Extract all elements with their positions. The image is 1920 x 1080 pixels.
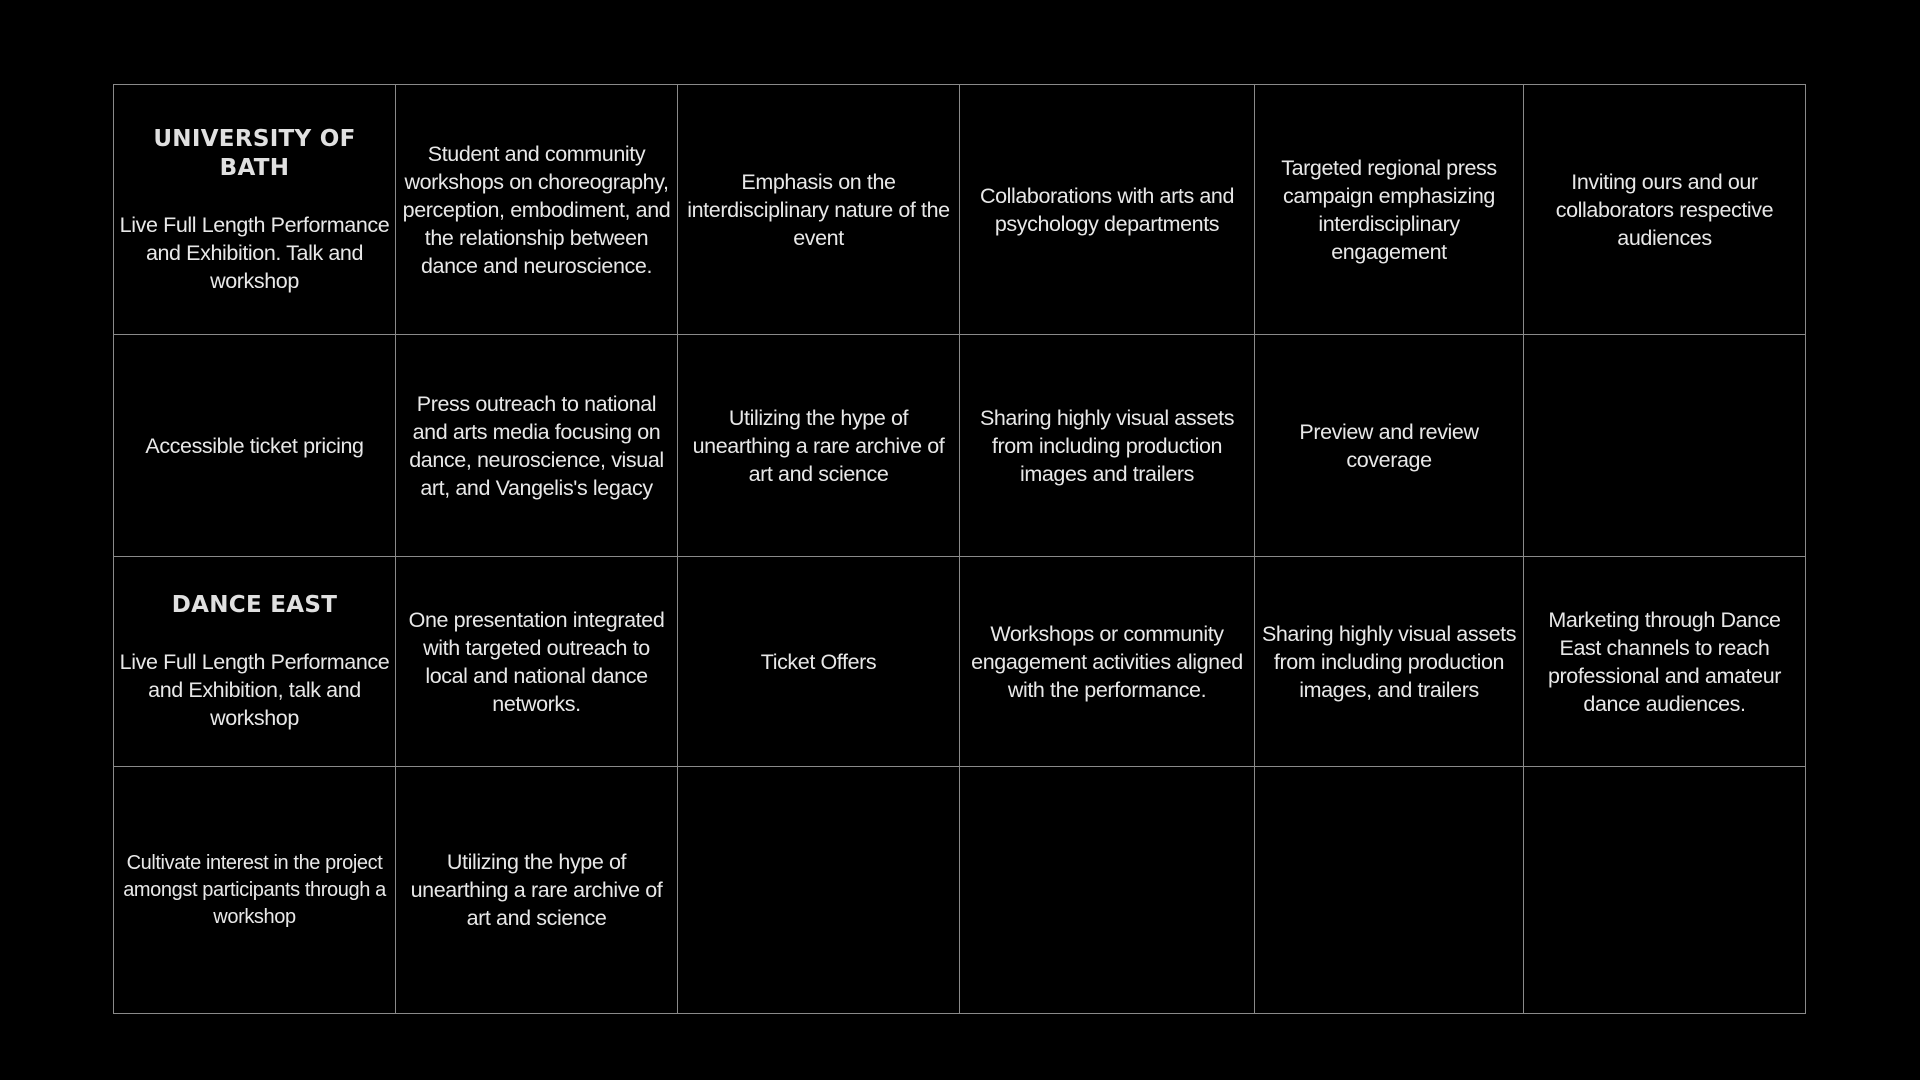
table-cell: Accessible ticket pricing [114, 335, 396, 557]
org-title: DANCE EAST [171, 592, 338, 618]
table-cell: Utilizing the hype of unearthing a rare archive of art and science [396, 767, 678, 1014]
org-offer: Live Full Length Performance and Exhibition. Talk and workshop [119, 212, 390, 293]
strategy-table [113, 84, 1806, 1014]
table-cell: Marketing through Dance East channels to reach professional and amateur dance audiences. [1524, 557, 1806, 767]
table-cell: Ticket Offers [678, 557, 960, 767]
table-cell-org-university-of-bath [114, 85, 396, 335]
org-title: UNIVERSITY OF BATH [153, 125, 356, 181]
table-cell: Inviting ours and our collaborators respective audiences [1524, 85, 1806, 335]
table-cell: Workshops or community engagement activities aligned with the performance. [960, 557, 1255, 767]
table-row [114, 557, 1806, 767]
table-cell [960, 767, 1255, 1014]
table-cell-org-dance-east [114, 557, 396, 767]
table-cell: Press outreach to national and arts media focusing on dance, neuroscience, visual art, and Vangelis's legacy [396, 335, 678, 557]
table-cell: Sharing highly visual assets from including production images, and trailers [1255, 557, 1524, 767]
table-cell: Targeted regional press campaign emphasizing interdisciplinary engagement [1255, 85, 1524, 335]
table-row [114, 767, 1806, 1014]
table-cell [1524, 335, 1806, 557]
org-offer: Live Full Length Performance and Exhibition, talk and workshop [119, 650, 390, 730]
table-cell: Collaborations with arts and psychology departments [960, 85, 1255, 335]
table-cell [1524, 767, 1806, 1014]
table-cell: Student and community workshops on choreography, perception, embodiment, and the relationship between dance and neuroscience. [396, 85, 678, 335]
table-cell: Cultivate interest in the project amongst participants through a workshop [114, 767, 396, 1014]
table-cell: Utilizing the hype of unearthing a rare archive of art and science [678, 335, 960, 557]
table-cell [678, 767, 960, 1014]
table-cell: Emphasis on the interdisciplinary nature of the event [678, 85, 960, 335]
table-cell: Preview and review coverage [1255, 335, 1524, 557]
table-cell [1255, 767, 1524, 1014]
table-row [114, 335, 1806, 557]
table-row [114, 85, 1806, 335]
table-cell: Sharing highly visual assets from including production images and trailers [960, 335, 1255, 557]
table-cell: One presentation integrated with targeted outreach to local and national dance networks. [396, 557, 678, 767]
